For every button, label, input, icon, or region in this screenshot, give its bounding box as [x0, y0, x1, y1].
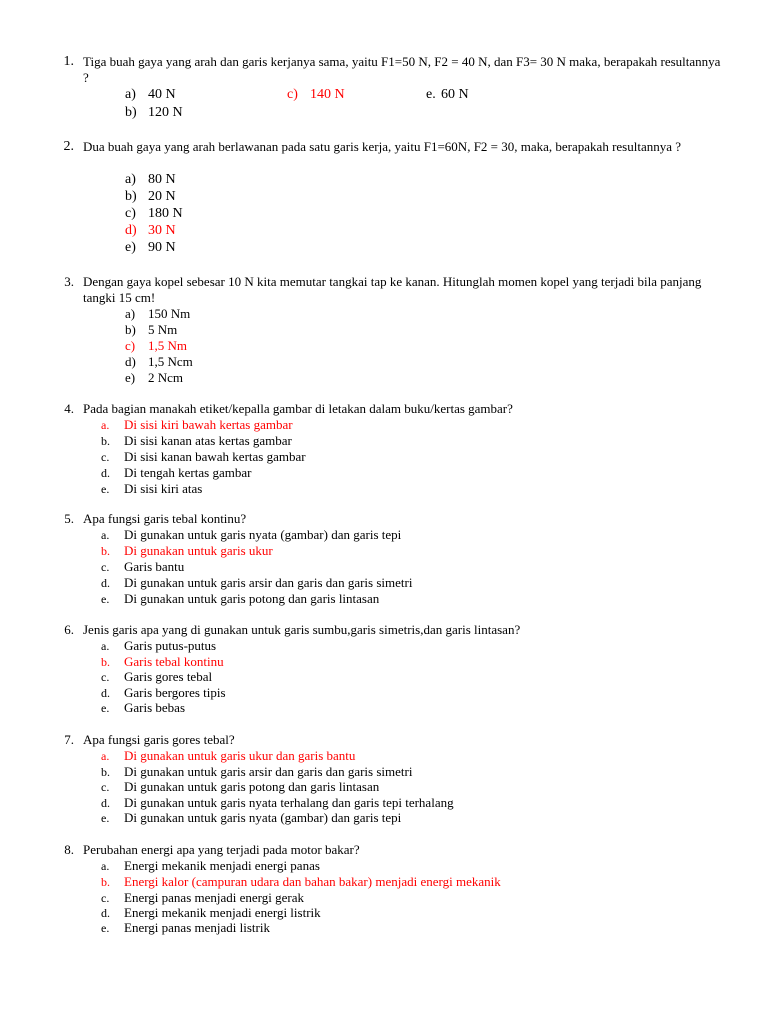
answer-option: d. Di gunakan untuk garis arsir dan garis dan garis simetri	[101, 575, 413, 590]
question-text: Tiga buah gaya yang arah dan garis kerjanya sama, yaitu F1=50 N, F2 = 40 N, dan F3= 30 N maka, berapakah resultannya ?	[83, 54, 721, 85]
answer-option: e. Di sisi kiri atas	[101, 481, 203, 496]
answer-option: c. Di sisi kanan bawah kertas gambar	[101, 449, 306, 464]
answer-option: a. Energi mekanik menjadi energi panas	[101, 858, 320, 873]
question-number: 1.	[63, 54, 74, 69]
answer-option: d. Di tengah kertas gambar	[101, 465, 252, 480]
answer-option: d) 1,5 Ncm	[125, 354, 193, 369]
answer-option: c. Garis bantu	[101, 559, 185, 574]
answer-option: a) 80 N	[125, 172, 176, 187]
answer-option-correct: a. Di gunakan untuk garis ukur dan garis bantu	[101, 748, 356, 763]
question-number: 5.	[64, 511, 74, 526]
answer-option-correct: c) 1,5 Nm	[125, 338, 187, 353]
answer-option: e) 90 N	[125, 240, 176, 255]
answer-option-correct: c) 140 N	[287, 87, 345, 102]
answer-option-correct: d) 30 N	[125, 223, 176, 238]
question-number: 2.	[63, 139, 74, 154]
answer-option: a) 40 N	[125, 87, 176, 102]
question-number: 8.	[64, 842, 74, 857]
question-text: Pada bagian manakah etiket/kepalla gambar di letakan dalam buku/kertas gambar?	[83, 401, 513, 416]
answer-option: a. Garis putus-putus	[101, 638, 217, 653]
answer-option: c) 180 N	[125, 206, 183, 221]
answer-option: a. Di gunakan untuk garis nyata (gambar) dan garis tepi	[101, 527, 402, 542]
answer-option: e. 60 N	[426, 87, 469, 102]
question-text: Apa fungsi garis tebal kontinu?	[83, 511, 247, 526]
question-text: Jenis garis apa yang di gunakan untuk garis sumbu,garis simetris,dan garis lintasan?	[83, 622, 521, 637]
answer-option: d. Di gunakan untuk garis nyata terhalang dan garis tepi terhalang	[101, 795, 454, 810]
answer-option: d. Energi mekanik menjadi energi listrik	[101, 905, 321, 920]
answer-option-correct: b. Energi kalor (campuran udara dan bahan bakar) menjadi energi mekanik	[101, 874, 501, 889]
question-text: Dengan gaya kopel sebesar 10 N kita memutar tangkai tap ke kanan. Hitunglah momen kopel yang terjadi bila panjang tangki 15 cm!	[83, 274, 702, 305]
question-number: 4.	[64, 401, 74, 416]
answer-option: b) 20 N	[125, 189, 176, 204]
question-number: 6.	[64, 622, 74, 637]
answer-option: d. Garis bergores tipis	[101, 685, 226, 700]
answer-option-correct: a. Di sisi kiri bawah kertas gambar	[101, 417, 293, 432]
answer-option: e. Di gunakan untuk garis potong dan garis lintasan	[101, 591, 380, 606]
answer-option: b) 120 N	[125, 105, 183, 120]
question-text: Dua buah gaya yang arah berlawanan pada satu garis kerja, yaitu F1=60N, F2 = 30, maka, berapakah resultannya ?	[83, 139, 682, 154]
answer-option: e) 2 Ncm	[125, 370, 184, 385]
answer-option: e. Energi panas menjadi listrik	[101, 920, 270, 935]
question-text: Apa fungsi garis gores tebal?	[83, 732, 235, 747]
answer-option: c. Energi panas menjadi energi gerak	[101, 890, 305, 905]
answer-option: c. Garis gores tebal	[101, 669, 213, 684]
answer-option: b) 5 Nm	[125, 322, 178, 337]
question-number: 7.	[64, 732, 74, 747]
answer-option: e. Garis bebas	[101, 700, 186, 715]
answer-option: a) 150 Nm	[125, 306, 191, 321]
answer-option: b. Di gunakan untuk garis arsir dan garis dan garis simetri	[101, 764, 413, 779]
answer-option-correct: b. Di gunakan untuk garis ukur	[101, 543, 273, 558]
answer-option: c. Di gunakan untuk garis potong dan garis lintasan	[101, 779, 380, 794]
answer-option: b. Di sisi kanan atas kertas gambar	[101, 433, 292, 448]
question-text: Perubahan energi apa yang terjadi pada motor bakar?	[83, 842, 360, 857]
question-number: 3.	[64, 274, 74, 289]
answer-option-correct: b. Garis tebal kontinu	[101, 654, 224, 669]
answer-option: e. Di gunakan untuk garis nyata (gambar) dan garis tepi	[101, 810, 402, 825]
